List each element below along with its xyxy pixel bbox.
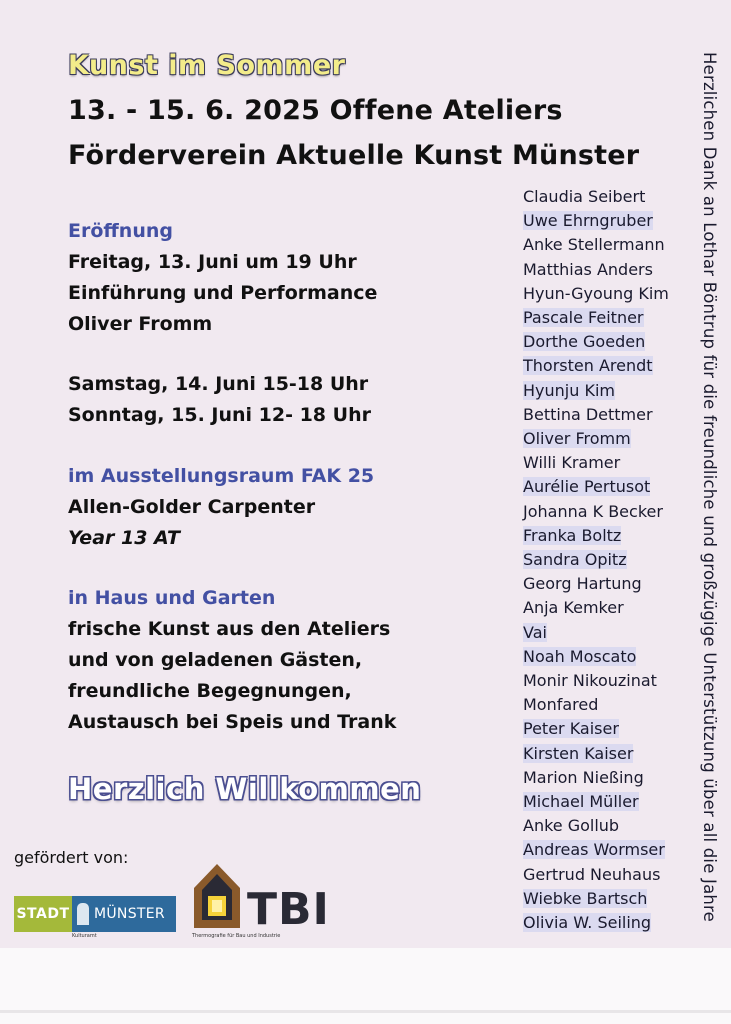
organizer-headline: Förderverein Aktuelle Kunst Münster — [68, 140, 640, 171]
artist-name-text: Olivia W. Seiling — [523, 913, 652, 933]
artist-name-text: Dorthe Goeden — [523, 332, 646, 352]
artist-name-text: Bettina Dettmer — [523, 404, 653, 424]
artist-name — [523, 282, 669, 306]
artist-name-text: Hyun-Gyoung Kim — [523, 283, 669, 303]
artist-name-text: Anke Gollub — [523, 816, 620, 836]
artist-name — [523, 887, 669, 911]
artist-name — [523, 596, 669, 620]
artist-name — [523, 717, 669, 741]
artist-name-text: Matthias Anders — [523, 259, 653, 279]
tbi-logo-subtitle: Thermografie für Bau und Industrie — [192, 933, 281, 939]
opening-heading: Eröffnung — [68, 220, 173, 242]
artist-name — [523, 838, 669, 862]
artist-name-text: Monir Nikouzinat — [523, 671, 657, 691]
saturday-hours: Samstag, 14. Juni 15-18 Uhr — [68, 373, 369, 395]
exhibition-section — [68, 461, 374, 554]
garden-line: und von geladenen Gästen, — [68, 649, 363, 671]
artist-name — [523, 814, 669, 838]
artist-name-text: Claudia Seibert — [523, 187, 646, 206]
exhibition-heading: im Ausstellungsraum FAK 25 — [68, 465, 375, 487]
artist-name-text: Pascale Feitner — [523, 308, 644, 328]
artist-name — [523, 475, 669, 499]
house-icon — [192, 862, 242, 930]
artist-name-text: Anja Kemker — [523, 598, 624, 618]
artist-name — [523, 209, 669, 233]
stadt-muenster-logo — [14, 896, 176, 939]
artist-name — [523, 500, 669, 524]
artist-name — [523, 669, 669, 693]
opening-hours — [68, 369, 371, 431]
opening-line: Einführung und Performance — [68, 282, 378, 304]
artist-name — [523, 451, 669, 475]
muenster-logo-text: MÜNSTER — [72, 896, 176, 932]
artist-name — [523, 306, 669, 330]
artist-name — [523, 863, 669, 887]
artist-name — [523, 427, 669, 451]
garden-section — [68, 583, 396, 738]
artist-name-text: Andreas Wormser — [523, 840, 665, 860]
artist-name — [523, 233, 669, 257]
artist-name — [523, 645, 669, 669]
artist-name-text: Wiebke Bartsch — [523, 888, 648, 908]
date-headline: 13. - 15. 6. 2025 Offene Ateliers — [68, 95, 563, 126]
artist-name — [523, 621, 669, 645]
artist-name — [523, 742, 669, 766]
garden-heading: in Haus und Garten — [68, 587, 276, 609]
artist-name-text: Aurélie Pertusot — [523, 477, 651, 497]
sunday-hours: Sonntag, 15. Juni 12- 18 Uhr — [68, 404, 371, 426]
artist-name — [523, 766, 669, 790]
artist-name-text: Monfared — [523, 695, 599, 715]
tbi-logo — [192, 862, 330, 946]
bottom-divider — [0, 1010, 731, 1013]
city-hall-icon — [77, 903, 89, 925]
artist-name-text: Willi Kramer — [523, 453, 621, 473]
artist-list — [523, 185, 669, 935]
artist-name-text: Uwe Ehrngruber — [523, 211, 653, 231]
artist-name-text: Oliver Fromm — [523, 429, 631, 449]
artist-name-text: Michael Müller — [523, 792, 639, 812]
artist-name-text: Gertrud Neuhaus — [523, 864, 661, 884]
artist-name-text: Noah Moscato — [523, 646, 637, 666]
artist-name — [523, 185, 669, 209]
artist-name-text: Kirsten Kaiser — [523, 743, 634, 763]
exhibition-work: Year 13 AT — [68, 527, 180, 549]
artist-name — [523, 790, 669, 814]
artist-name-text: Vai — [523, 622, 547, 642]
opening-section — [68, 216, 377, 340]
opening-line: Freitag, 13. Juni um 19 Uhr — [68, 251, 357, 273]
artist-name — [523, 548, 669, 572]
artist-name — [523, 693, 669, 717]
artist-name — [523, 330, 669, 354]
thanks-text: Herzlichen Dank an Lothar Böntrup für die freundliche und großzügige Unterstützung über all die Jahre — [700, 52, 719, 923]
artist-name — [523, 572, 669, 596]
artist-name-text: Thorsten Arendt — [523, 356, 653, 376]
garden-line: freundliche Begegnungen, — [68, 680, 352, 702]
stadt-logo-text: STADT — [14, 896, 72, 932]
garden-line: Austausch bei Speis und Trank — [68, 711, 397, 733]
artist-name-text: Sandra Opitz — [523, 550, 627, 570]
thanks-note — [698, 52, 722, 932]
artist-name-text: Franka Boltz — [523, 525, 622, 545]
artist-name-text: Marion Nießing — [523, 767, 644, 787]
artist-name-text: Hyunju Kim — [523, 380, 615, 400]
welcome-text: Herzlich Willkommen — [68, 772, 422, 806]
opening-line: Oliver Fromm — [68, 313, 213, 335]
tbi-logo-text: TBI — [247, 884, 330, 935]
artist-name — [523, 354, 669, 378]
artist-name — [523, 911, 669, 935]
artist-name — [523, 379, 669, 403]
event-title: Kunst im Sommer — [68, 50, 346, 81]
artist-name-text: Georg Hartung — [523, 574, 642, 594]
artist-name-text: Johanna K Becker — [523, 501, 663, 521]
garden-line: frische Kunst aus den Ateliers — [68, 618, 391, 640]
stadt-logo-subtitle: Kulturamt — [72, 933, 97, 939]
artist-name-text: Peter Kaiser — [523, 719, 619, 739]
artist-name — [523, 258, 669, 282]
exhibition-artist: Allen-Golder Carpenter — [68, 496, 316, 518]
sponsor-label: gefördert von: — [14, 848, 129, 867]
artist-name — [523, 524, 669, 548]
artist-name — [523, 403, 669, 427]
artist-name-text: Anke Stellermann — [523, 235, 665, 255]
